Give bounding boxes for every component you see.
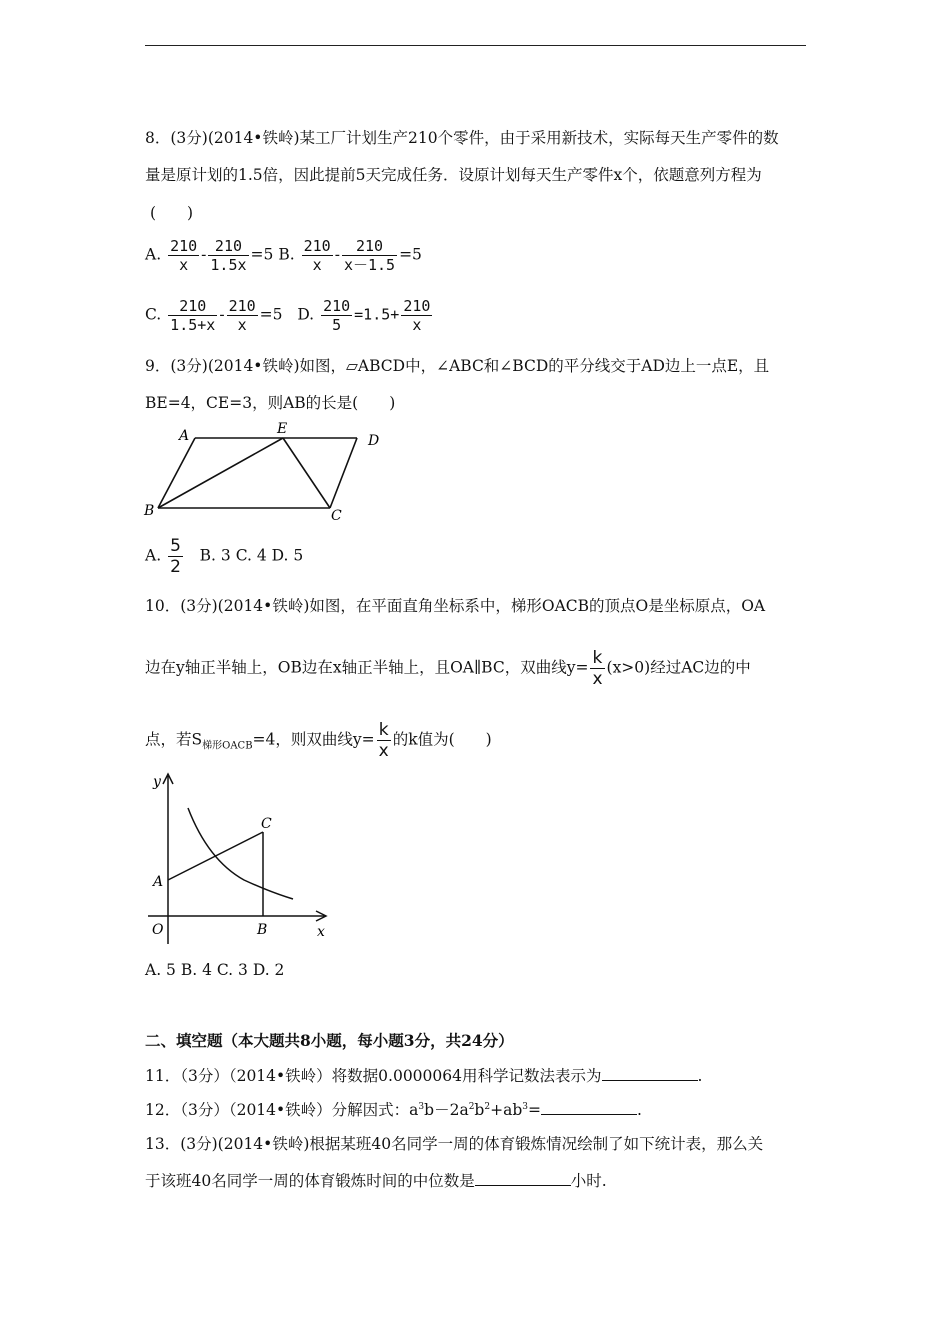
q12-end: . xyxy=(636,1101,642,1119)
q8-option-c-label: C. xyxy=(145,305,162,324)
q13-line1: 13．(3分)(2014•铁岭)根据某班40名同学一周的体育锻炼情况绘制了如下统计表，那么关 xyxy=(145,1135,764,1153)
label-y: y xyxy=(153,774,161,790)
q12-line xyxy=(145,1098,642,1120)
q8-options-cd xyxy=(145,297,434,334)
label-o: O xyxy=(152,922,164,938)
q8-option-d-frac2: $\frac{210}{x}$ xyxy=(403,297,431,334)
q11-text: 11．（3分）（2014•铁岭）将数据0.0000064用科学记数法表示为 xyxy=(145,1067,602,1085)
exponent: 2 xyxy=(468,1101,475,1112)
q9-options-rest: B. 3 C. 4 D. 5 xyxy=(199,546,304,565)
q8-option-a-tail: =5 xyxy=(250,245,274,264)
q8-option-b-frac2: $\frac{210}{x-1.5}$ xyxy=(343,237,396,274)
q10-options: A. 5 B. 4 C. 3 D. 2 xyxy=(145,961,285,979)
answer-blank[interactable] xyxy=(541,1100,637,1115)
q8-option-c-frac2: $\frac{210}{x}$ xyxy=(228,297,256,334)
label-x: x xyxy=(317,924,325,940)
q8-option-d-mid: =1.5+ xyxy=(354,305,400,324)
q13-post: 小时. xyxy=(570,1172,607,1190)
header-rule xyxy=(145,45,806,46)
term: = xyxy=(527,1101,541,1119)
label-c: C xyxy=(261,816,272,832)
term: b－2a xyxy=(424,1101,469,1119)
q8-option-b-tail: =5 xyxy=(399,245,422,264)
q8-option-b-label: B. xyxy=(278,245,295,264)
exponent: 3 xyxy=(418,1101,425,1112)
term: b xyxy=(474,1101,485,1119)
q8-paren: ( ) xyxy=(150,204,194,222)
minus: - xyxy=(201,245,207,264)
label-d: D xyxy=(368,433,380,449)
q8-option-d-frac1: $\frac{210}{5}$ xyxy=(323,297,351,334)
q9-line2: BE=4，CE=3，则AB的长是( ) xyxy=(145,394,396,412)
exponent: 2 xyxy=(484,1101,491,1112)
label-a: A xyxy=(179,428,190,444)
label-b: B xyxy=(144,503,155,519)
q13-line2 xyxy=(145,1169,607,1191)
q8-option-a-frac1: $\frac{210}{x}$ xyxy=(170,237,198,274)
q8-option-a-frac2: $\frac{210}{1.5x}$ xyxy=(210,237,247,274)
minus: - xyxy=(334,245,340,264)
q13-text: 于该班40名同学一周的体育锻炼时间的中位数是 xyxy=(145,1172,475,1190)
minus: - xyxy=(219,305,225,324)
q9-line1: 9．(3分)(2014•铁岭)如图，▱ABCD中，∠ABC和∠BCD的平分线交于AD边上一点E，且 xyxy=(145,357,770,375)
edge-dc xyxy=(330,438,357,508)
q8-option-a-label: A. xyxy=(145,245,162,264)
q10-coordinate-figure xyxy=(140,768,340,948)
q9-parallelogram-figure xyxy=(140,418,390,528)
q10-line3-post: 的k值为( ) xyxy=(392,730,492,749)
exponent: 3 xyxy=(522,1101,528,1112)
label-b: B xyxy=(257,922,268,938)
q10-line1: 10．(3分)(2014•铁岭)如图，在平面直角坐标系中，梯形OACB的顶点O是坐标原点，OA xyxy=(145,597,766,615)
q8-options-ab xyxy=(145,237,422,274)
section-title: 二、填空题（本大题共8小题，每小题3分，共24分） xyxy=(145,1031,514,1050)
q8-option-c-frac1: $\frac{210}{1.5+x}$ xyxy=(170,297,216,334)
hyperbola-curve xyxy=(188,808,293,899)
answer-blank[interactable] xyxy=(475,1171,571,1186)
q10-line3 xyxy=(145,720,492,761)
q10-line2 xyxy=(145,648,751,689)
label-c: C xyxy=(331,508,342,524)
q10-line3-mid: =4，则双曲线y= xyxy=(252,730,375,749)
q8-option-b-frac1: $\frac{210}{x}$ xyxy=(303,237,331,274)
q9-option-a-frac: $\frac{5}{2}$ xyxy=(170,536,181,577)
q10-line3-text: 点，若S xyxy=(145,730,203,749)
q12-text: 12．（3分）（2014•铁岭）分解因式：a xyxy=(145,1101,419,1119)
q8-line2: 量是原计划的1.5倍，因此提前5天完成任务．设原计划每天生产零件x个，依题意列方程为 xyxy=(145,166,762,184)
q9-option-a-label: A. xyxy=(145,546,162,565)
q8-option-d-label: D. xyxy=(297,305,315,324)
term: +ab xyxy=(490,1101,523,1119)
label-e: E xyxy=(277,421,288,437)
label-a: A xyxy=(153,874,164,890)
q10-k-over-x-2: $\frac{k}{x}$ xyxy=(378,720,389,761)
edge-ec xyxy=(283,438,330,508)
answer-blank[interactable] xyxy=(602,1066,698,1081)
q10-k-over-x: $\frac{k}{x}$ xyxy=(592,648,603,689)
q11-line xyxy=(145,1064,702,1086)
q10-line2-post: (x>0)经过AC边的中 xyxy=(606,658,751,677)
q10-line2-text: 边在y轴正半轴上，OB边在x轴正半轴上，且OA∥BC，双曲线y= xyxy=(145,658,589,677)
q11-end: . xyxy=(697,1067,703,1085)
q10-trapezoid-subscript: 梯形OACB xyxy=(202,740,253,752)
q8-line1: 8．(3分)(2014•铁岭)某工厂计划生产210个零件，由于采用新技术，实际每天生产零件的数 xyxy=(145,129,779,147)
q8-option-c-tail: =5 xyxy=(259,305,283,324)
q9-options xyxy=(145,536,303,577)
